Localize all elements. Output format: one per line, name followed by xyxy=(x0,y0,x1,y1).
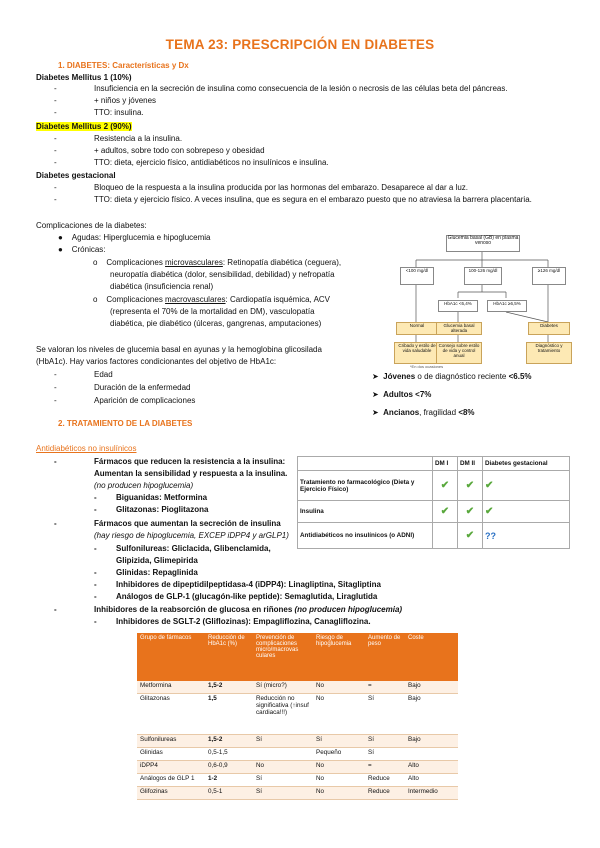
check-icon: ✔ xyxy=(458,523,483,549)
flow-result-altered: Glucemia basal alterada xyxy=(436,322,482,335)
table-header: DM I xyxy=(433,457,458,471)
table-cell: iDPP4 xyxy=(137,761,205,774)
table-cell: Metformina xyxy=(137,681,205,694)
gest-item: - TTO: dieta y ejercicio físico. A veces insulina, que es segura en el embarazo puesto que no atraviesa la barrera placentaria. xyxy=(54,195,532,204)
table-cell: Sí xyxy=(253,774,313,787)
table-cell: Glifozinas xyxy=(137,787,205,800)
table-cell: Intermedio xyxy=(405,787,458,800)
dm1-item: - + niños y jóvenes xyxy=(54,96,157,105)
factor-item: - Duración de la enfermedad xyxy=(54,383,191,392)
table-cell: Sí (micro?) xyxy=(253,681,313,694)
table-cell: Alto xyxy=(405,774,458,787)
page-title: TEMA 23: PRESCRIPCIÓN EN DIABETES xyxy=(165,37,435,52)
table-cell: 0,6-0,9 xyxy=(205,761,253,774)
drug-item: - Biguanidas: Metformina xyxy=(94,493,208,502)
table-cell: Bajo xyxy=(405,694,458,735)
drug-group: - Fármacos que reducen la resistencia a la insulina: xyxy=(54,457,286,466)
glucemia-text: Se valoran los niveles de glucemia basal en ayunas y la hemoglobina glicosilada xyxy=(36,345,322,354)
table-cell: Sí xyxy=(365,694,405,735)
table-cell: Antidiabéticos no insulínicos (o ADNI) xyxy=(298,523,433,549)
complication-item: ● Crónicas: xyxy=(58,245,106,254)
table-cell: No xyxy=(313,681,365,694)
check-icon: ✔ xyxy=(483,471,570,501)
drug-group-text: Aumentan la sensibilidad y respuesta a la insulina. xyxy=(94,469,288,478)
question-marks: ?? xyxy=(483,523,570,549)
table-row xyxy=(137,774,458,787)
table-row xyxy=(298,471,570,501)
check-icon: ✔ xyxy=(458,471,483,501)
table-cell: No xyxy=(313,761,365,774)
dm2-item: - + adultos, sobre todo con sobrepeso y obesidad xyxy=(54,146,265,155)
table-header-row xyxy=(137,633,458,681)
table-row xyxy=(137,748,458,761)
flow-result-normal: Normal xyxy=(396,322,438,335)
flow-action-diabetes: Diagnóstico y tratamiento xyxy=(526,342,572,364)
table-row xyxy=(137,761,458,774)
micro-text: neuropatía diabética (dolor, sensibilidad, debilidad) y nefropatía xyxy=(110,270,335,279)
glucemia-text: (HbA1c). Hay varios factores condicionantes del objetivo de HbA1c: xyxy=(36,357,277,366)
table-cell xyxy=(405,748,458,761)
section-heading-1: 1. DIABETES: Características y Dx xyxy=(58,61,189,70)
macro-text: diabética, pie diabético (úlceras, gangrenas, amputaciones) xyxy=(110,319,322,328)
drug-item-cont: Glipizida, Glimepirida xyxy=(116,556,198,565)
table-header xyxy=(298,457,433,471)
flow-top-box: Glucemia basal (GB) en plasma venoso xyxy=(446,235,520,252)
table-cell: Bajo xyxy=(405,681,458,694)
table-cell: 1-2 xyxy=(205,774,253,787)
table-row xyxy=(137,787,458,800)
drug-item: - Sulfonilureas: Gliclacida, Glibenclamida, xyxy=(94,544,271,553)
target-elderly: ➤ Ancianos, fragilidad <8% xyxy=(372,408,475,417)
table-header-row xyxy=(298,457,570,471)
macro-item: o Complicaciones macrovasculares: Cardiopatía isquémica, ACV xyxy=(93,295,331,304)
table-cell: Sí xyxy=(365,748,405,761)
table-row xyxy=(298,501,570,523)
table-header: Prevención de complicaciones micro/macrovas culares xyxy=(253,633,313,681)
hba1c-targets xyxy=(372,368,532,422)
drug-group-text: (hay riesgo de hipoglucemia, EXCEP iDPP4 y arGLP1) xyxy=(94,531,289,540)
complications-heading: Complicaciones de la diabetes: xyxy=(36,221,147,230)
drug-group-text: (no producen hipoglucemia) xyxy=(94,481,194,490)
table-cell: Sí xyxy=(253,787,313,800)
diagnosis-flowchart xyxy=(388,230,576,370)
table-cell: Reduce xyxy=(365,787,405,800)
flow-box-mid: 100-126 mg/dl xyxy=(464,267,502,285)
table-header: DM II xyxy=(458,457,483,471)
table-row xyxy=(137,735,458,748)
dm2-item: - Resistencia a la insulina. xyxy=(54,134,183,143)
dm1-heading: Diabetes Mellitus 1 (10%) xyxy=(36,73,132,82)
dm1-item: - TTO: insulina. xyxy=(54,108,144,117)
table-cell: = xyxy=(365,761,405,774)
table-cell: Glitazonas xyxy=(137,694,205,735)
check-icon: ✔ xyxy=(433,501,458,523)
dm1-item: - Insuficiencia en la secreción de insulina como consecuencia de la lesión o necrosis de las células beta del páncreas. xyxy=(54,84,508,93)
table-cell: Reduce xyxy=(365,774,405,787)
drug-item: - Inhibidores de dipeptidilpeptidasa-4 (iDPP4): Linagliptina, Sitagliptina xyxy=(94,580,381,589)
micro-text: diabética (insuficiencia renal) xyxy=(110,282,214,291)
table-cell: Reducción no significativa (↑insuf cardiaca!!!) xyxy=(253,694,313,735)
drug-item: - Glitazonas: Pioglitazona xyxy=(94,505,209,514)
check-icon: ✔ xyxy=(483,501,570,523)
table-cell: Sulfonilureas xyxy=(137,735,205,748)
table-cell: Bajo xyxy=(405,735,458,748)
drug-group: - Fármacos que aumentan la secreción de insulina xyxy=(54,519,281,528)
table-cell: Insulina xyxy=(298,501,433,523)
target-adults: ➤ Adultos <7% xyxy=(372,390,432,399)
check-icon: ✔ xyxy=(433,471,458,501)
drug-group: - Inhibidores de la reabsorción de glucosa en riñones (no producen hipoglucemia) xyxy=(54,605,403,614)
drug-item: - Inhibidores de SGLT-2 (Gliflozinas): Empagliflozina, Canagliflozina. xyxy=(94,617,371,626)
drug-item: - Análogos de GLP-1 (glucagón-like peptide): Semaglutida, Liraglutida xyxy=(94,592,378,601)
table-row xyxy=(137,694,458,735)
table-cell: 1,5-2 xyxy=(205,735,253,748)
macro-text: (representa el 70% de la mortalidad en DM), vasculopatía xyxy=(110,307,315,316)
target-young: ➤ Jóvenes o de diagnóstico reciente <6.5% xyxy=(372,372,532,381)
table-cell: Sí xyxy=(365,735,405,748)
antidiabetics-heading: Antidiabéticos no insulínicos xyxy=(36,444,137,453)
table-cell: Glinidas xyxy=(137,748,205,761)
table-header: Coste xyxy=(405,633,458,681)
table-row xyxy=(298,523,570,549)
factor-item: - Aparición de complicaciones xyxy=(54,396,196,405)
table-cell: No xyxy=(313,787,365,800)
table-cell: No xyxy=(313,774,365,787)
table-header: Reducción de HbA1c (%) xyxy=(205,633,253,681)
complication-item: ● Agudas: Hiperglucemia e hipoglucemia xyxy=(58,233,211,242)
table-header: Riesgo de hipoglucemia xyxy=(313,633,365,681)
treatment-by-type-table xyxy=(297,456,570,549)
gest-item: - Bloqueo de la respuesta a la insulina producida por las hormonas del embarazo. Desaparece al dar a luz. xyxy=(54,183,469,192)
table-header: Diabetes gestacional xyxy=(483,457,570,471)
flow-note: *En dos ocasiones xyxy=(410,364,444,369)
table-cell: 0,5-1 xyxy=(205,787,253,800)
flow-hba1c-low: HbA1c <6,4% xyxy=(438,300,478,312)
flow-hba1c-high: HbA1c ≥6,5% xyxy=(487,300,527,312)
table-cell xyxy=(253,748,313,761)
section-heading-2: 2. TRATAMIENTO DE LA DIABETES xyxy=(58,419,193,428)
flow-action-normal: Cribado y estilo de vida saludable xyxy=(394,342,440,364)
table-header: Grupo de fármacos xyxy=(137,633,205,681)
table-cell xyxy=(433,523,458,549)
flow-action-altered: Consejo sobre estilo de vida y control anual xyxy=(436,342,482,364)
table-cell: Pequeño xyxy=(313,748,365,761)
drug-comparison-table xyxy=(137,633,458,800)
table-header: Aumento de peso xyxy=(365,633,405,681)
drug-item: - Glinidas: Repaglinida xyxy=(94,568,198,577)
dm2-heading: Diabetes Mellitus 2 (90%) xyxy=(36,122,132,131)
flow-box-high: ≥126 mg/dl xyxy=(532,267,566,285)
table-cell: 1,5-2 xyxy=(205,681,253,694)
flow-box-low: <100 mg/dl xyxy=(400,267,434,285)
micro-item: o Complicaciones microvasculares: Retinopatía diabética (ceguera), xyxy=(93,258,342,267)
check-icon: ✔ xyxy=(458,501,483,523)
flow-result-diabetes: Diabetes xyxy=(528,322,570,335)
table-cell: Tratamiento no farmacológico (Dieta y Ejercicio Físico) xyxy=(298,471,433,501)
gest-heading: Diabetes gestacional xyxy=(36,171,116,180)
table-cell: Análogos de GLP 1 xyxy=(137,774,205,787)
table-cell: Sí xyxy=(313,735,365,748)
table-cell: = xyxy=(365,681,405,694)
table-cell: 1,5 xyxy=(205,694,253,735)
table-row xyxy=(137,681,458,694)
table-cell: Sí xyxy=(253,735,313,748)
table-cell: No xyxy=(313,694,365,735)
table-cell: Alto xyxy=(405,761,458,774)
dm2-item: - TTO: dieta, ejercicio físico, antidiabéticos no insulínicos e insulina. xyxy=(54,158,329,167)
table-cell: No xyxy=(253,761,313,774)
factor-item: - Edad xyxy=(54,370,113,379)
table-cell: 0,5-1,5 xyxy=(205,748,253,761)
